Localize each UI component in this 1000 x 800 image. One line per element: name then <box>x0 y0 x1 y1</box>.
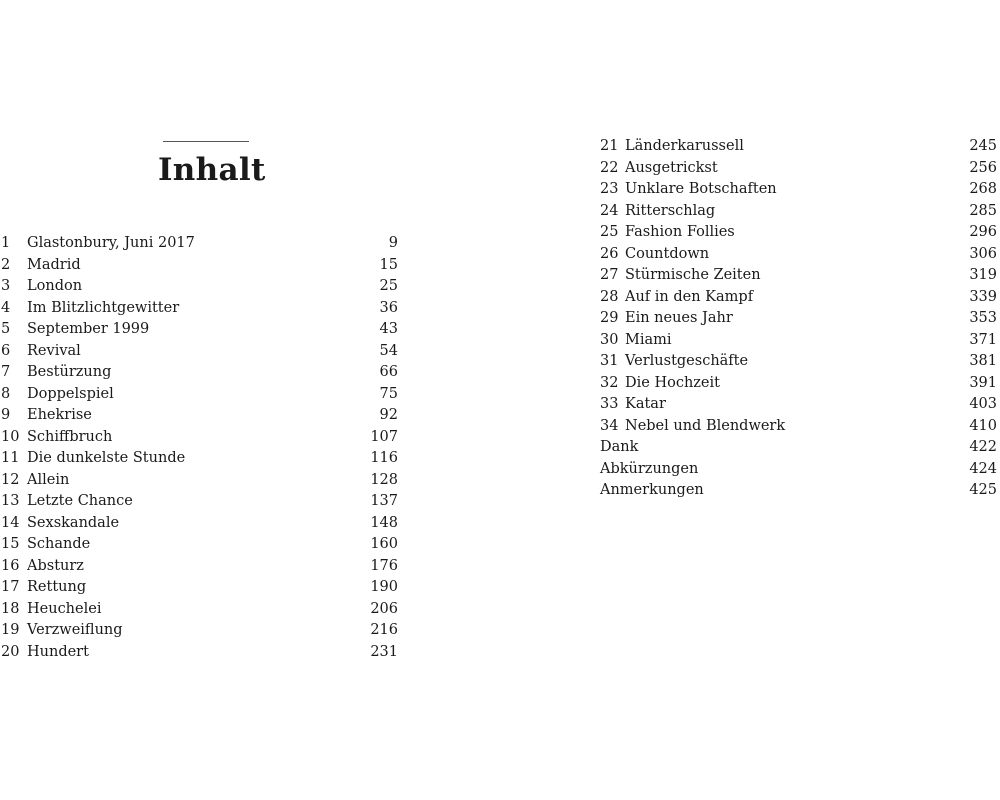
toc-chapter-title: Nebel und Blendwerk <box>625 417 786 434</box>
toc-chapter-number: 30 <box>600 331 619 348</box>
toc-entry[interactable] <box>600 394 999 416</box>
toc-chapter-title: Verzweiflung <box>27 622 123 638</box>
toc-entry[interactable] <box>0 276 400 298</box>
toc-page-number: 231 <box>370 643 398 660</box>
toc-chapter-number: 19 <box>1 622 20 638</box>
toc-chapter-title: Absturz <box>27 557 84 574</box>
toc-page-number: 339 <box>969 288 997 305</box>
toc-page-number: 190 <box>370 579 398 595</box>
toc-entry[interactable] <box>600 480 999 502</box>
toc-chapter-title: Ritterschlag <box>625 202 716 219</box>
toc-chapter-number: 26 <box>600 245 619 262</box>
toc-entry[interactable] <box>0 513 400 535</box>
toc-chapter-title: Rettung <box>27 579 87 595</box>
toc-entry[interactable] <box>0 620 400 642</box>
toc-chapter-number: 5 <box>1 321 11 337</box>
toc-chapter-title: Glastonbury, Juni 2017 <box>27 235 195 251</box>
toc-page-number: 54 <box>379 342 398 359</box>
toc-entry[interactable] <box>0 556 400 578</box>
toc-entry[interactable] <box>0 362 400 384</box>
toc-chapter-number: 13 <box>1 493 20 509</box>
toc-page-number: 425 <box>969 482 997 498</box>
toc-entry[interactable] <box>600 416 999 438</box>
toc-chapter-title: Dank <box>600 439 639 455</box>
toc-entry[interactable] <box>600 179 999 201</box>
toc-entry[interactable] <box>600 308 999 330</box>
toc-chapter-title: Abkürzungen <box>600 460 699 477</box>
toc-entry[interactable] <box>0 427 400 449</box>
toc-chapter-title: Ein neues Jahr <box>625 310 733 326</box>
toc-page-number: 424 <box>969 460 997 477</box>
toc-chapter-title: Sexskandale <box>27 514 120 531</box>
toc-page-number: 371 <box>969 331 997 348</box>
toc-chapter-title: Stürmische Zeiten <box>625 267 761 283</box>
toc-page-number: 296 <box>969 224 997 240</box>
toc-chapter-number: 20 <box>1 643 20 660</box>
toc-chapter-number: 16 <box>1 557 20 574</box>
toc-chapter-number: 14 <box>1 514 20 531</box>
toc-chapter-number: 2 <box>1 256 11 273</box>
toc-entry[interactable] <box>0 384 400 406</box>
toc-chapter-title: Miami <box>625 331 672 348</box>
toc-page-number: 176 <box>370 557 398 574</box>
toc-chapter-title: London <box>27 278 83 294</box>
toc-entry[interactable] <box>600 287 999 309</box>
toc-entry[interactable] <box>0 642 400 664</box>
toc-entry[interactable] <box>600 244 999 266</box>
toc-page-number: 9 <box>388 235 398 251</box>
toc-page-number: 92 <box>379 407 398 423</box>
toc-page-number: 306 <box>969 245 997 262</box>
toc-page-number: 137 <box>370 493 398 509</box>
toc-chapter-number: 28 <box>600 288 619 305</box>
toc-page-number: 25 <box>379 278 398 294</box>
toc-chapter-title: Heuchelei <box>27 600 102 617</box>
toc-chapter-number: 31 <box>600 353 619 369</box>
toc-entry[interactable] <box>600 222 999 244</box>
toc-chapter-number: 15 <box>1 536 20 552</box>
toc-chapter-number: 7 <box>1 364 11 380</box>
toc-entry[interactable] <box>600 351 999 373</box>
toc-page-number: 160 <box>370 536 398 552</box>
toc-entry[interactable] <box>0 599 400 621</box>
toc-chapter-title: Die dunkelste Stunde <box>27 450 186 466</box>
toc-chapter-title: Katar <box>625 396 666 412</box>
toc-entry[interactable] <box>600 373 999 395</box>
toc-chapter-title: Die Hochzeit <box>625 374 720 391</box>
toc-chapter-number: 18 <box>1 600 20 617</box>
toc-chapter-title: Anmerkungen <box>600 482 704 498</box>
toc-chapter-title: Hundert <box>27 643 89 660</box>
toc-chapter-title: Revival <box>27 342 81 359</box>
toc-list-right <box>600 136 999 502</box>
toc-chapter-title: Im Blitzlichtgewitter <box>27 299 180 316</box>
toc-chapter-number: 6 <box>1 342 11 359</box>
toc-chapter-title: Madrid <box>27 256 81 273</box>
toc-entry[interactable] <box>600 330 999 352</box>
toc-chapter-title: Allein <box>27 471 70 488</box>
toc-page-number: 319 <box>969 267 997 283</box>
toc-page-number: 245 <box>969 138 997 154</box>
toc-page-number: 36 <box>379 299 398 316</box>
toc-page-number: 107 <box>370 428 398 445</box>
toc-chapter-number: 1 <box>1 235 11 251</box>
toc-page-number: 422 <box>969 439 997 455</box>
toc-list-left <box>0 233 400 663</box>
toc-page-number: 15 <box>379 256 398 273</box>
toc-page-number: 75 <box>379 385 398 402</box>
toc-chapter-title: Länderkarussell <box>625 138 744 154</box>
toc-chapter-number: 17 <box>1 579 20 595</box>
toc-chapter-title: Unklare Botschaften <box>625 181 777 197</box>
toc-page-number: 353 <box>969 310 997 326</box>
toc-entry[interactable] <box>0 255 400 277</box>
toc-chapter-number: 32 <box>600 374 619 391</box>
toc-chapter-number: 11 <box>1 450 20 466</box>
toc-chapter-number: 4 <box>1 299 11 316</box>
toc-page-number: 43 <box>379 321 398 337</box>
toc-page-number: 391 <box>969 374 997 391</box>
toc-chapter-title: Fashion Follies <box>625 224 735 240</box>
toc-chapter-title: Schande <box>27 536 91 552</box>
toc-page-number: 206 <box>370 600 398 617</box>
toc-chapter-number: 8 <box>1 385 11 402</box>
toc-chapter-number: 22 <box>600 159 619 176</box>
toc-chapter-title: September 1999 <box>27 321 150 337</box>
toc-chapter-number: 3 <box>1 278 11 294</box>
toc-chapter-number: 21 <box>600 138 619 154</box>
toc-chapter-number: 34 <box>600 417 619 434</box>
toc-entry[interactable] <box>0 233 400 255</box>
toc-chapter-number: 25 <box>600 224 619 240</box>
toc-chapter-number: 9 <box>1 407 11 423</box>
toc-entry[interactable] <box>600 265 999 287</box>
title-rule <box>163 141 249 142</box>
toc-chapter-number: 27 <box>600 267 619 283</box>
toc-entry[interactable] <box>0 577 400 599</box>
toc-entry[interactable] <box>600 459 999 481</box>
toc-page-number: 403 <box>969 396 997 412</box>
toc-chapter-title: Auf in den Kampf <box>625 288 754 305</box>
toc-chapter-number: 23 <box>600 181 619 197</box>
toc-entry[interactable] <box>0 298 400 320</box>
page-title: Inhalt <box>158 152 266 188</box>
toc-page-number: 66 <box>379 364 398 380</box>
toc-chapter-number: 29 <box>600 310 619 326</box>
toc-chapter-title: Bestürzung <box>27 364 112 380</box>
toc-chapter-number: 33 <box>600 396 619 412</box>
toc-chapter-title: Schiffbruch <box>27 428 113 445</box>
toc-chapter-number: 24 <box>600 202 619 219</box>
toc-chapter-title: Letzte Chance <box>27 493 133 509</box>
toc-page-number: 128 <box>370 471 398 488</box>
toc-chapter-number: 12 <box>1 471 20 488</box>
toc-page-number: 268 <box>969 181 997 197</box>
toc-page-number: 381 <box>969 353 997 369</box>
toc-page-number: 116 <box>370 450 398 466</box>
toc-chapter-number: 10 <box>1 428 20 445</box>
toc-entry[interactable] <box>600 136 999 158</box>
toc-chapter-title: Verlustgeschäfte <box>625 353 749 369</box>
toc-entry[interactable] <box>600 437 999 459</box>
toc-chapter-title: Doppelspiel <box>27 385 114 402</box>
toc-page-number: 216 <box>370 622 398 638</box>
toc-chapter-title: Ehekrise <box>27 407 92 423</box>
toc-entry[interactable] <box>0 341 400 363</box>
toc-entry[interactable] <box>600 158 999 180</box>
toc-entry[interactable] <box>0 491 400 513</box>
toc-page-number: 410 <box>969 417 997 434</box>
toc-entry[interactable] <box>0 319 400 341</box>
toc-entry[interactable] <box>0 470 400 492</box>
toc-entry[interactable] <box>600 201 999 223</box>
toc-entry[interactable] <box>0 405 400 427</box>
toc-chapter-title: Ausgetrickst <box>625 159 718 176</box>
toc-page-number: 148 <box>370 514 398 531</box>
toc-page-number: 256 <box>969 159 997 176</box>
toc-entry[interactable] <box>0 448 400 470</box>
toc-page-number: 285 <box>969 202 997 219</box>
toc-chapter-title: Countdown <box>625 245 710 262</box>
toc-entry[interactable] <box>0 534 400 556</box>
